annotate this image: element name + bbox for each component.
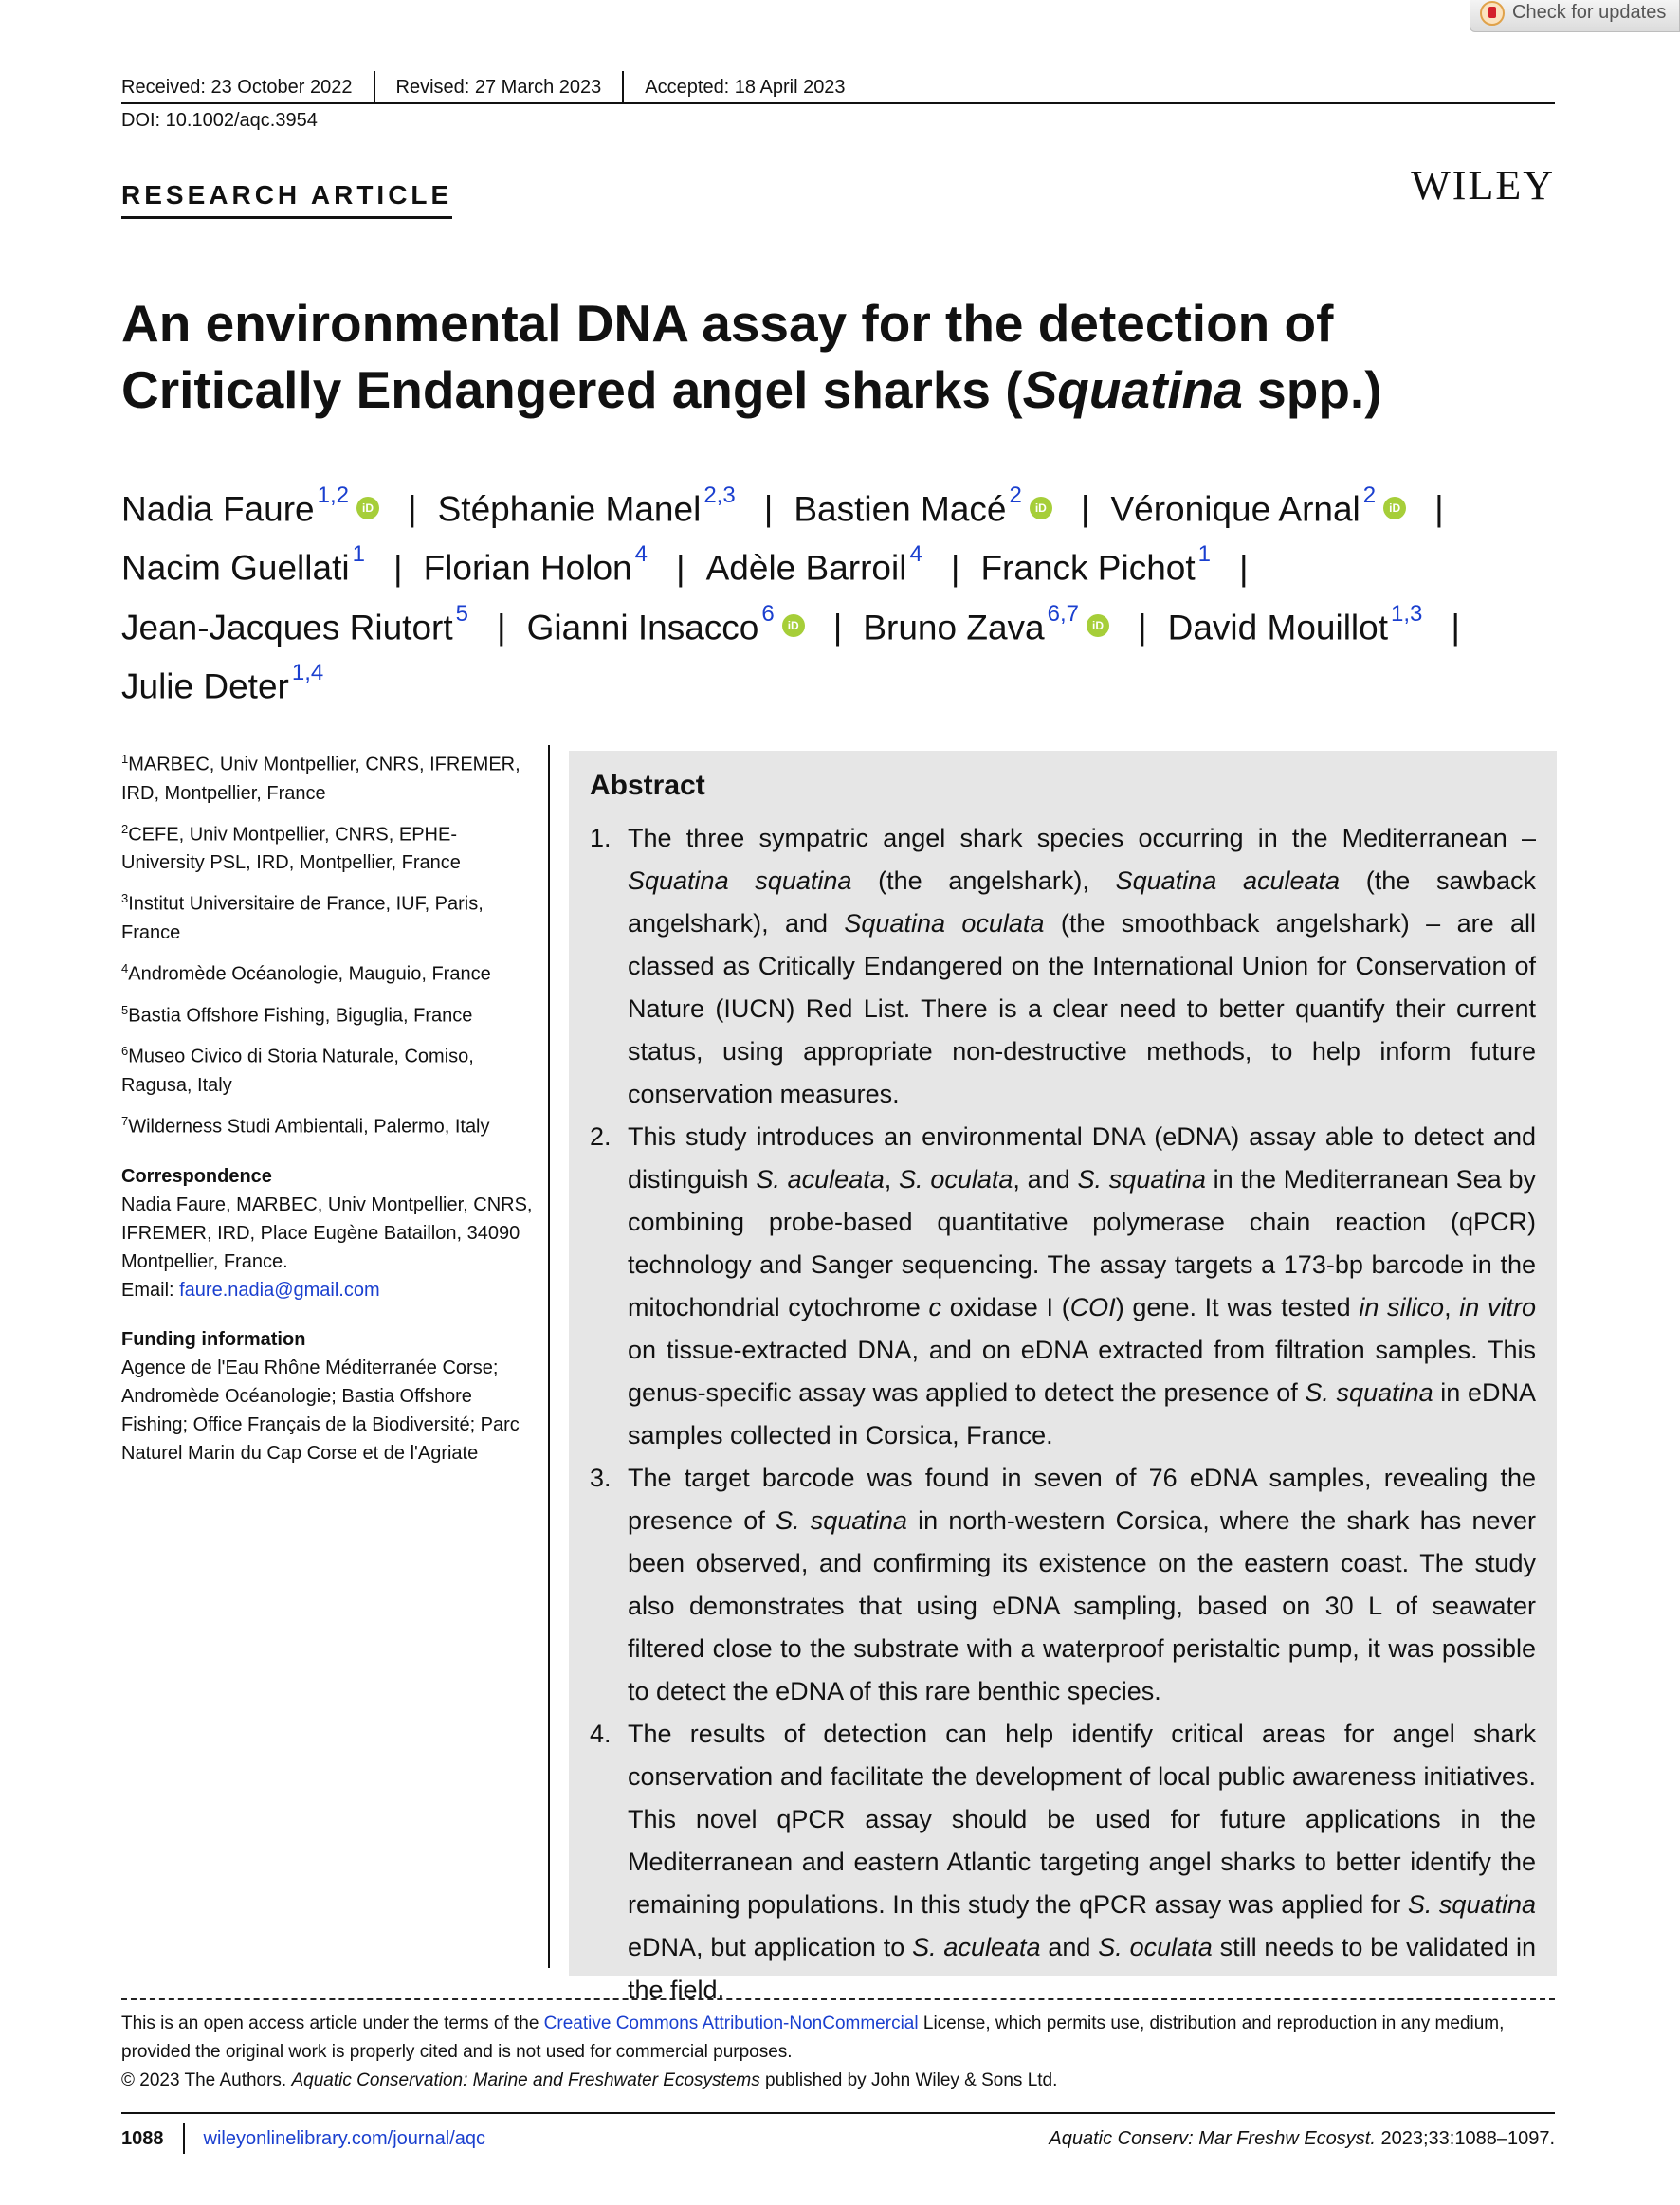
author-separator: | [832,607,843,647]
author-affiliation-ref[interactable]: 6,7 [1047,600,1079,627]
author-affiliation-ref[interactable]: 6 [761,600,775,627]
orcid-icon[interactable]: iD [356,497,379,519]
author-separator: | [407,489,417,529]
abstract-item: 3. The target barcode was found in seven of 76 eDNA samples, revealing the presence of S. squatina in north-western Corsica, where the shark has never been observed, and confirming its existence on the eastern coast. The study also demonstrates that using eDNA sampling, based on 30 L of seawater filtered close to the substrate with a waterproof peristaltic pump, it was possible to detect the eDNA of this rare benthic species. [590,1464,1537,1705]
check-for-updates-button[interactable] [1470,0,1680,32]
author-name: Bruno Zava $^{6,7}$ iD [863,594,1109,653]
abstract-item: 4. The results of detection can help identify critical areas for angel shark conservation and facilitate the development of local public awareness initiatives. This novel qPCR assay should be used for future applications in the Mediterranean and eastern Atlantic targeting angel sharks to better identify the remaining populations. In this study the qPCR assay was applied for S. squatina eDNA, but application to S. aculeata and S. oculata still needs to be validated in the field. [590,1720,1537,2004]
author-name: Véronique Arnal $^2$ iD [1110,476,1406,535]
affiliation-item: $^7$Wilderness Studi Ambientali, Palermo, Italy [121,1113,490,1138]
cc-license-link[interactable]: Creative Commons Attribution-NonCommercial [543,2014,919,2033]
received-date: Received: 23 October 2022 [121,77,353,98]
footer-divider [121,2112,1555,2114]
author-name: Franck Pichot $^1$ [980,541,1211,588]
author-separator: | [950,548,960,588]
author-separator: | [393,548,403,588]
license-divider [121,1998,1555,2000]
author-affiliation-ref[interactable]: 1,3 [1391,600,1423,627]
orcid-icon[interactable]: iD [1030,497,1052,519]
author-name: David Mouillot $^{1,3}$ [1167,600,1423,647]
orcid-icon[interactable]: iD [782,614,805,637]
author-name: Jean-Jacques Riutort $^5$ [121,600,468,647]
author-name: Bastien Macé $^2$ iD [794,476,1052,535]
doi: DOI: 10.1002/aqc.3954 [121,110,318,131]
author-separator: | [763,489,774,529]
abstract-box [569,751,1557,2004]
revised-date: Revised: 27 March 2023 [374,71,623,103]
abstract-heading: Abstract [590,770,705,801]
article-type: RESEARCH ARTICLE [121,180,452,219]
affiliation-item: $^3$Institut Universitaire de France, IUF, Paris, France [121,891,484,943]
author-affiliation-ref[interactable]: 5 [455,600,468,627]
author-separator: | [496,607,506,647]
author-name: Adèle Barroil $^4$ [705,541,922,588]
email-link[interactable]: faure.nadia@gmail.com [179,1279,380,1301]
author-list [121,476,1581,712]
author-name: Stéphanie Manel $^{2,3}$ [437,483,736,529]
column-divider [548,745,550,1968]
crossmark-icon [1480,1,1505,26]
affiliation-list [121,745,539,1141]
check-for-updates-label: Check for updates [1512,2,1667,23]
license-notice [121,2010,1555,2095]
abstract-list [590,817,1536,2012]
funding-heading: Funding information [121,1328,306,1350]
author-separator: | [1434,489,1444,529]
author-separator: | [1080,489,1090,529]
publisher-logo: WILEY [1411,162,1555,209]
copyright-text: © 2023 The Authors. Aquatic Conservation: Marine and Freshwater Ecosystems published by John Wiley & Sons Ltd. [121,2070,1058,2090]
orcid-icon[interactable]: iD [1383,497,1406,519]
page-number: 1088 [121,2123,185,2154]
author-affiliation-ref[interactable]: 2 [1362,483,1377,508]
author-separator: | [1138,607,1147,647]
page-footer [121,2123,1555,2154]
author-affiliation-ref[interactable]: 1 [1197,541,1211,568]
author-name: Nacim Guellati $^1$ [121,541,365,588]
abstract-item: 1. The three sympatric angel shark species occurring in the Mediterranean – Squatina squatina (the angelshark), Squatina aculeata (the sawback angelshark), and Squatina oculata (the smoothback angelshark) – are all classed as Critically Endangered on the International Union for Conservation of Nature (IUCN) Red List. There is a clear need to better quantify their current status, using appropriate non-destructive methods, to help inform future conservation measures. [590,824,1537,1108]
correspondence-heading: Correspondence [121,1165,272,1187]
author-affiliation-ref[interactable]: 2 [1009,483,1022,508]
author-affiliation-ref[interactable]: 1 [352,541,365,568]
author-affiliation-ref[interactable]: 1,4 [291,659,324,685]
author-separator: | [1451,607,1460,647]
correspondence-text: Nadia Faure, MARBEC, Univ Montpellier, CNRS, IFREMER, IRD, Place Eugène Bataillon, 34090 Montpellier, France. [121,1194,533,1272]
license-text: This is an open access article under the terms of the Creative Commons Attribution-NonCommercial License, which permits use, distribution and reproduction in any medium, provided the original work is properly cited and is not used for commercial purposes. [121,2014,1505,2062]
affiliation-item: $^4$Andromède Océanologie, Mauguio, France [121,960,491,985]
author-affiliation-ref[interactable]: 4 [634,541,648,568]
article-title: An environmental DNA assay for the detection of Critically Endangered angel sharks (Squatina spp.) [121,294,1382,419]
author-separator: | [1239,548,1249,588]
author-name: Gianni Insacco $^6$ iD [527,594,805,653]
author-affiliation-ref[interactable]: 4 [909,541,922,568]
author-name: Florian Holon $^4$ [423,541,648,588]
affiliation-item: $^5$Bastia Offshore Fishing, Biguglia, France [121,1002,473,1027]
affiliation-item: $^1$MARBEC, Univ Montpellier, CNRS, IFREMER, IRD, Montpellier, France [121,752,520,804]
abstract-item: 2. This study introduces an environmental DNA (eDNA) assay able to detect and distinguish S. aculeata, S. oculata, and S. squatina in the Mediterranean Sea by combining probe-based quantitative polymerase chain reaction (qPCR) technology and Sanger sequencing. The assay targets a 173-bp barcode in the mitochondrial cytochrome c oxidase I (COI) gene. It was tested in silico, in vitro on tissue-extracted DNA, and on eDNA extracted from filtration samples. This genus-specific assay was applied to detect the presence of S. squatina in eDNA samples collected in Corsica, France. [590,1122,1537,1449]
side-info [121,745,539,1467]
journal-site-link[interactable]: wileyonlinelibrary.com/journal/aqc [203,2127,486,2149]
author-name: Julie Deter $^{1,4}$ [121,659,324,706]
affiliation-item: $^2$CEFE, Univ Montpellier, CNRS, EPHE-University PSL, IRD, Montpellier, France [121,821,461,874]
accepted-date: Accepted: 18 April 2023 [622,71,866,103]
funding-text: Agence de l'Eau Rhône Méditerranée Corse; Andromède Océanologie; Bastia Offshore Fishing; Office Français de la Biodiversité; Parc Naturel Marin du Cap Corse et de l'Agriate [121,1357,520,1464]
author-separator: | [675,548,685,588]
citation: Aquatic Conserv: Mar Freshw Ecosyst. 2023;33:1088–1097. [1049,2127,1555,2149]
author-affiliation-ref[interactable]: 2,3 [703,483,736,508]
article-dates [121,72,1555,104]
author-affiliation-ref[interactable]: 1,2 [317,483,349,508]
author-name: Nadia Faure $^{1,2}$ iD [121,476,379,535]
orcid-icon[interactable]: iD [1087,614,1109,637]
correspondence-email: Email: faure.nadia@gmail.com [121,1279,380,1301]
affiliation-item: $^6$Museo Civico di Storia Naturale, Comiso, Ragusa, Italy [121,1044,474,1096]
